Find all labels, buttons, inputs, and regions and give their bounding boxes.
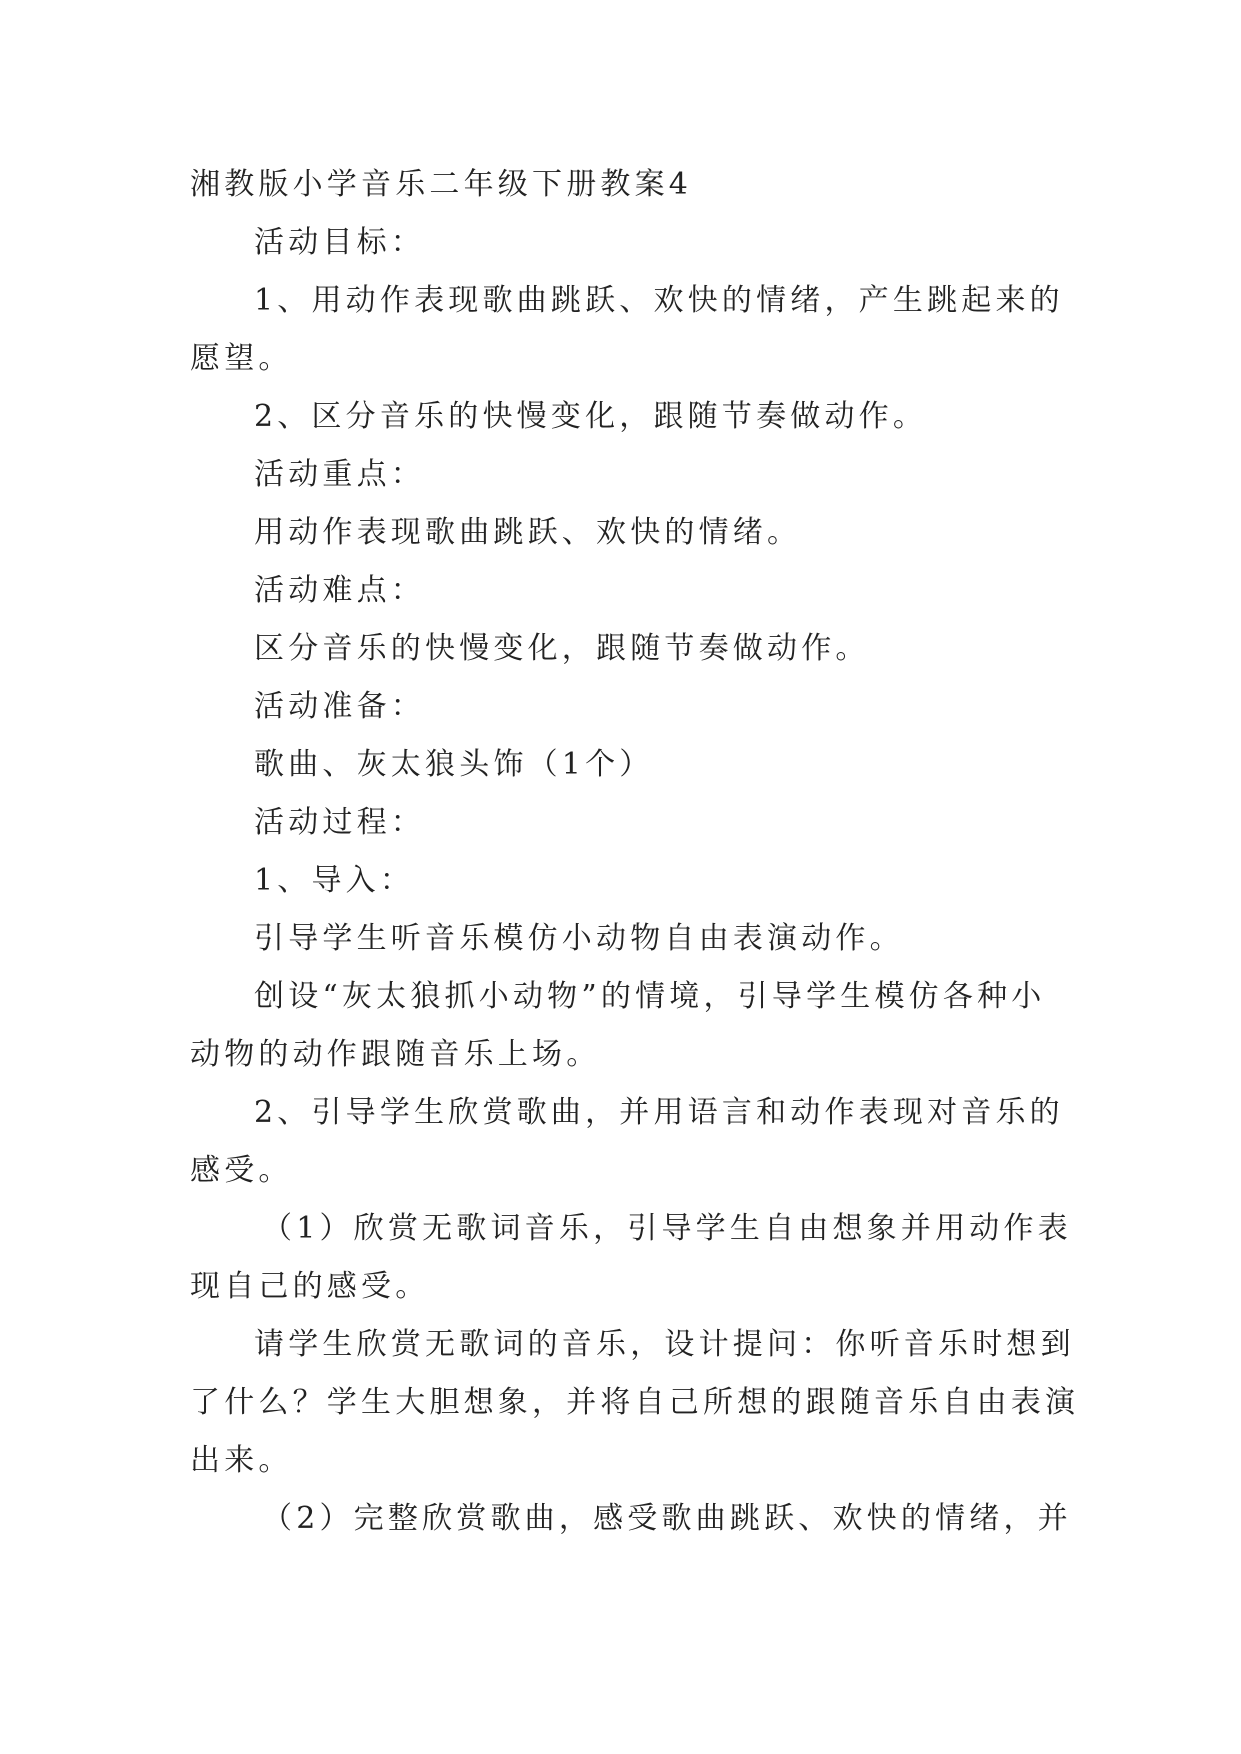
paragraph-line: 用动作表现歌曲跳跃、欢快的情绪。 (254, 515, 802, 550)
paragraph-line: 了什么？学生大胆想象，并将自己所想的跟随音乐自由表演 (190, 1385, 1080, 1420)
paragraph-line: （1）欣赏无歌词音乐，引导学生自由想象并用动作表 (262, 1211, 1072, 1246)
document-body (190, 156, 1080, 1548)
paragraph-line: 出来。 (190, 1443, 293, 1478)
paragraph-line: 引导学生听音乐模仿小动物自由表演动作。 (254, 921, 904, 956)
section-heading-difficulties: 活动难点： (254, 573, 425, 608)
paragraph-line: 现自己的感受。 (190, 1269, 430, 1304)
paragraph-line: 动物的动作跟随音乐上场。 (190, 1037, 601, 1072)
paragraph-line: 区分音乐的快慢变化，跟随节奏做动作。 (254, 631, 870, 666)
paragraph-line: 歌曲、灰太狼头饰（1个） (254, 747, 654, 782)
paragraph-line: 2、引导学生欣赏歌曲，并用语言和动作表现对音乐的 (254, 1095, 1064, 1130)
paragraph-line: 请学生欣赏无歌词的音乐，设计提问：你听音乐时想到 (254, 1327, 1075, 1362)
paragraph-line: 愿望。 (190, 341, 293, 376)
section-heading-preparation: 活动准备： (254, 689, 425, 724)
paragraph-line: 感受。 (190, 1153, 293, 1188)
paragraph-line: 1、导入： (254, 863, 415, 898)
paragraph-line: 1、用动作表现歌曲跳跃、欢快的情绪，产生跳起来的 (254, 283, 1064, 318)
section-heading-goals: 活动目标： (254, 225, 425, 260)
paragraph-line: 创设“灰太狼抓小动物”的情境，引导学生模仿各种小 (254, 979, 1046, 1014)
document-title: 湘教版小学音乐二年级下册教案4 (190, 167, 693, 202)
section-heading-process: 活动过程： (254, 805, 425, 840)
paragraph-line: 2、区分音乐的快慢变化，跟随节奏做动作。 (254, 399, 928, 434)
paragraph-line: （2）完整欣赏歌曲，感受歌曲跳跃、欢快的情绪，并 (262, 1501, 1072, 1536)
section-heading-key-points: 活动重点： (254, 457, 425, 492)
